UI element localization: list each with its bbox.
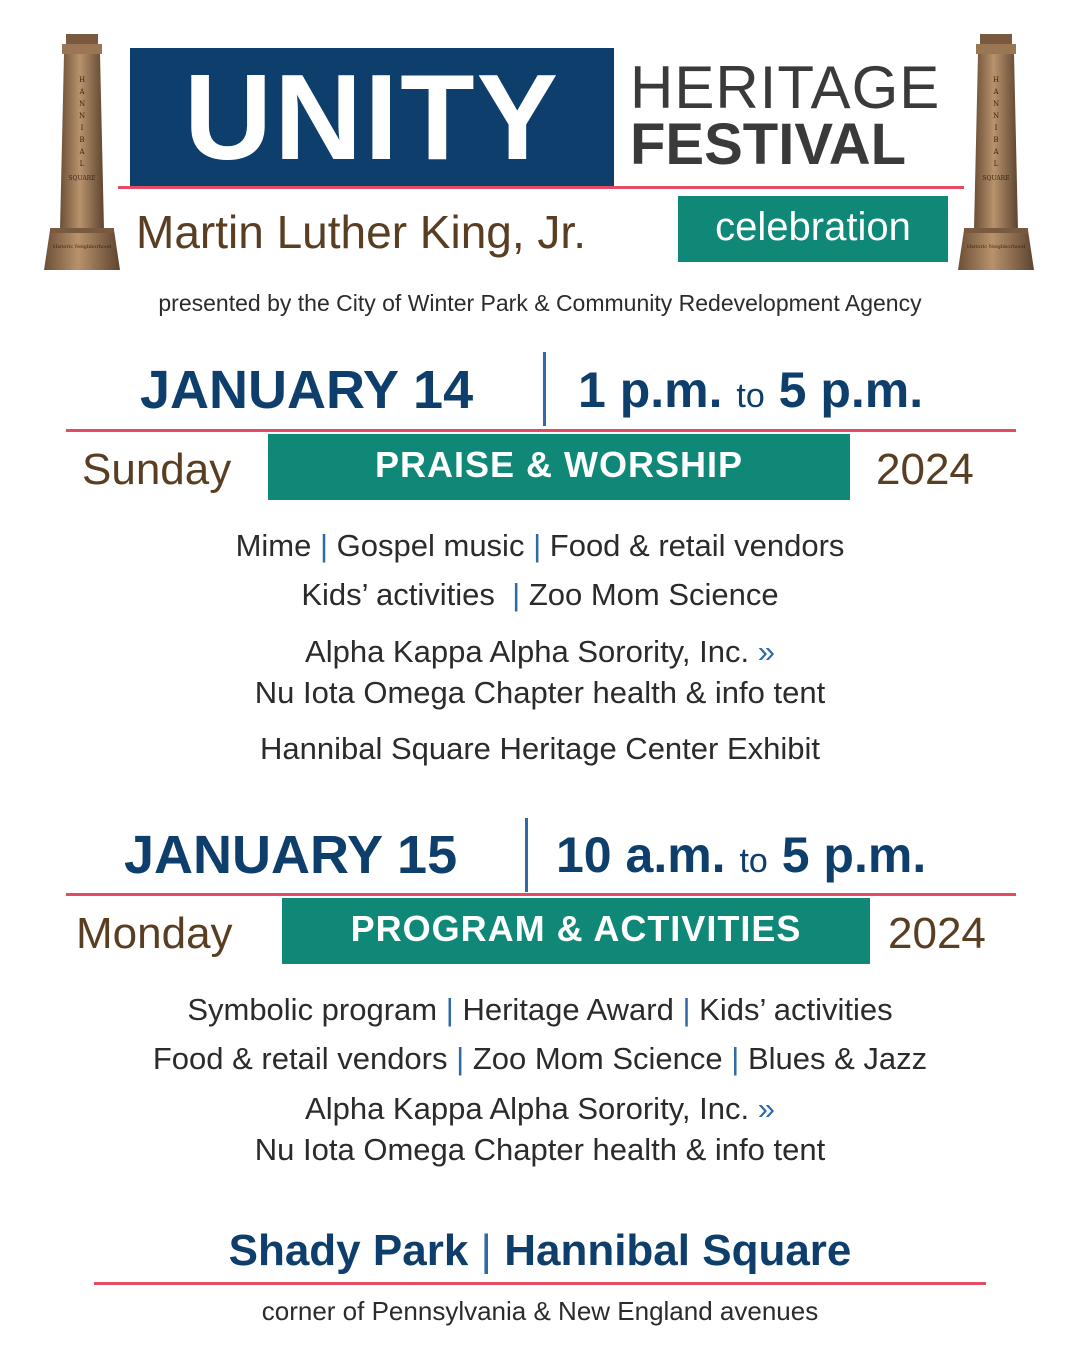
venue-address: corner of Pennsylvania & New England avenues <box>261 1296 819 1326</box>
day2-time-to: to <box>739 842 768 880</box>
svg-text:B: B <box>993 136 999 144</box>
day1-activities-line1 <box>0 526 1080 566</box>
presented-by: presented by the City of Winter Park & Community Redevelopment Agency <box>158 290 922 316</box>
day1-banner: PRAISE & WORSHIP <box>268 434 850 500</box>
venue-title <box>0 1224 1080 1278</box>
activity-item: Zoo Mom Science <box>528 577 779 612</box>
svg-text:H: H <box>992 76 1000 84</box>
heritage-title: HERITAGE <box>630 54 941 121</box>
activity-item: Zoo Mom Science <box>472 1041 723 1076</box>
day2-activities-line4: Nu Iota Omega Chapter health & info tent <box>254 1132 826 1167</box>
svg-text:N: N <box>78 112 86 120</box>
day2-time-start: 10 a.m. <box>556 827 726 883</box>
activity-item: Kids’ activities <box>301 577 495 612</box>
activity-item: Heritage Award <box>462 992 674 1027</box>
day1-time-start: 1 p.m. <box>578 362 723 418</box>
separator: | <box>456 1041 465 1076</box>
svg-text:N: N <box>992 112 1000 120</box>
day2-activities-line2 <box>0 1039 1080 1079</box>
activity-item: Gospel music <box>336 528 525 563</box>
separator: | <box>731 1041 740 1076</box>
day2-banner: PROGRAM & ACTIVITIES <box>282 898 870 964</box>
day2-time-end: 5 p.m. <box>781 827 927 883</box>
festival-title: FESTIVAL <box>630 112 907 177</box>
day2-activities-line1 <box>0 990 1080 1030</box>
separator: | <box>512 577 521 612</box>
svg-text:SQUARE: SQUARE <box>982 175 1010 182</box>
day1-activities-line4: Nu Iota Omega Chapter health & info tent <box>254 675 826 710</box>
svg-text:I: I <box>80 124 84 132</box>
celebration-badge: celebration <box>678 196 948 262</box>
day1-weekday: Sunday <box>82 445 232 494</box>
activity-item: Blues & Jazz <box>747 1041 928 1076</box>
svg-text:N: N <box>78 100 86 108</box>
svg-text:A: A <box>993 148 999 156</box>
day2-weekday: Monday <box>76 909 233 958</box>
svg-text:Historic Neighborhood: Historic Neighborhood <box>52 244 112 250</box>
mlk-subtitle: Martin Luther King, Jr. <box>136 206 586 258</box>
svg-text:A: A <box>993 88 999 96</box>
separator: | <box>480 1226 492 1275</box>
day1-year: 2024 <box>876 445 974 494</box>
day1-divider <box>66 429 1016 432</box>
chevron-right-icon: » <box>757 1091 775 1126</box>
day1-activities-line3 <box>0 632 1080 672</box>
svg-text:SQUARE: SQUARE <box>68 175 96 182</box>
day2-year: 2024 <box>888 909 986 958</box>
svg-text:A: A <box>79 88 85 96</box>
svg-text:B: B <box>79 136 85 144</box>
hannibal-tower-right-icon <box>956 30 1036 272</box>
venue-shady-park: Shady Park <box>228 1226 469 1275</box>
activity-item: Alpha Kappa Alpha Sorority, Inc. <box>305 1091 750 1126</box>
hannibal-tower-left-icon <box>42 30 122 272</box>
activity-item: Food & retail vendors <box>152 1041 448 1076</box>
separator: | <box>533 528 542 563</box>
svg-text:N: N <box>992 100 1000 108</box>
venue-hannibal-square: Hannibal Square <box>504 1226 852 1275</box>
separator: | <box>319 528 329 563</box>
day1-activities-line2 <box>0 575 1080 615</box>
day1-divider-bar <box>543 352 546 426</box>
day1-date: JANUARY 14 <box>140 360 474 420</box>
activity-item: Alpha Kappa Alpha Sorority, Inc. <box>305 634 750 669</box>
activity-item: Kids’ activities <box>699 992 893 1027</box>
day2-divider-bar <box>525 818 528 892</box>
day2-time <box>556 823 926 893</box>
day1-time <box>578 358 923 428</box>
svg-text:H: H <box>78 76 86 84</box>
day2-date: JANUARY 15 <box>124 825 458 885</box>
svg-text:L: L <box>79 160 85 168</box>
activity-item: Food & retail vendors <box>549 528 845 563</box>
unity-title: UNITY <box>130 48 614 186</box>
header-divider <box>118 186 964 189</box>
footer-divider <box>94 1282 986 1285</box>
day1-time-end: 5 p.m. <box>778 362 924 418</box>
day1-time-to: to <box>736 377 765 415</box>
day1-activities-line5: Hannibal Square Heritage Center Exhibit <box>259 731 821 766</box>
activity-item: Symbolic program <box>187 992 438 1027</box>
day2-divider <box>66 893 1016 896</box>
separator: | <box>445 992 454 1027</box>
svg-text:I: I <box>994 124 998 132</box>
separator: | <box>682 992 691 1027</box>
svg-text:L: L <box>993 160 999 168</box>
svg-text:Historic Neighborhood: Historic Neighborhood <box>966 244 1026 250</box>
day2-activities-line3 <box>0 1089 1080 1129</box>
activity-item: Mime <box>235 528 312 563</box>
chevron-right-icon: » <box>757 634 775 669</box>
svg-text:A: A <box>79 148 85 156</box>
